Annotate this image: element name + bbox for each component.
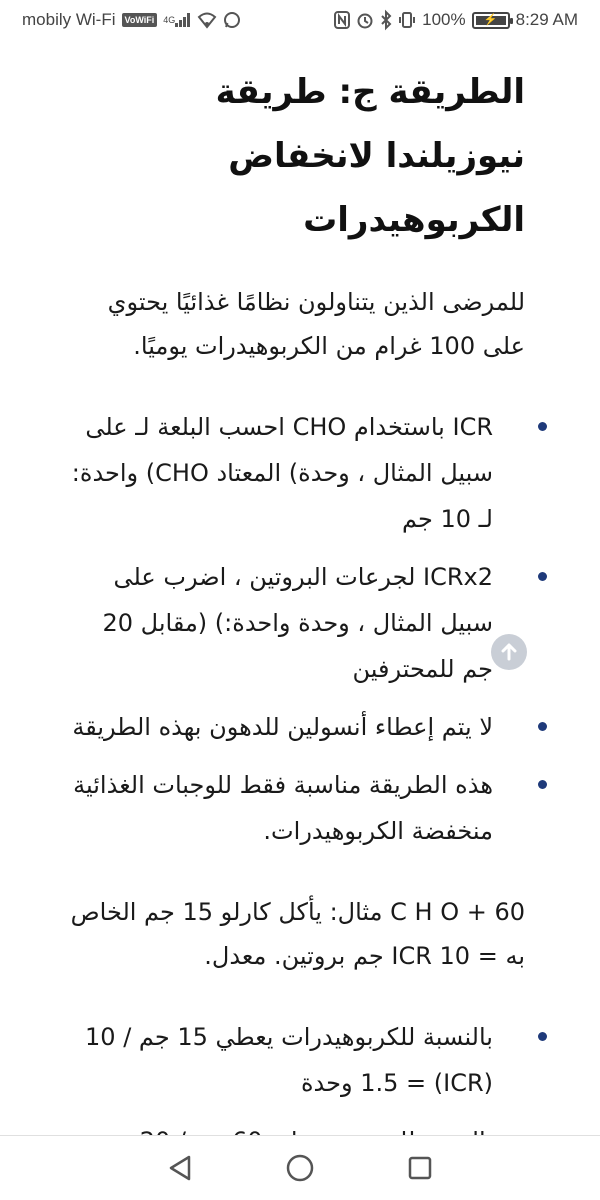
- carrier-label: mobily Wi-Fi: [22, 10, 116, 29]
- scroll-to-top-button[interactable]: [491, 634, 527, 670]
- bullet-dot: [538, 572, 547, 581]
- list-item: [70, 704, 525, 750]
- list-item: [70, 554, 525, 692]
- bullet-dot: [538, 422, 547, 431]
- bluetooth-icon: [380, 11, 392, 29]
- status-right: [334, 10, 578, 30]
- list-item: [70, 1014, 525, 1106]
- list-item-text: هذه الطريقة مناسبة فقط للوجبات الغذائية منخفضة الكربوهيدرات.: [73, 771, 493, 845]
- vowifi-badge: VoWiFi: [122, 13, 158, 27]
- network-type-label: 4G: [163, 15, 176, 25]
- list-item-text: بالنسبة للكربوهيدرات يعطي 15 جم / 10 (ICR) = 1.5 وحدة: [85, 1023, 493, 1097]
- arrow-up-circle-icon: [498, 641, 520, 663]
- triangle-back-icon: [167, 1154, 193, 1182]
- square-recents-icon: [407, 1155, 433, 1181]
- recents-button[interactable]: [400, 1148, 440, 1188]
- status-bar: [0, 0, 600, 40]
- home-button[interactable]: [280, 1148, 320, 1188]
- wifi-icon: [197, 12, 217, 28]
- example-paragraph: C H O + 60 مثال: يأكل كارلو 15 جم الخاص به = ICR 10 جم بروتين. معدل.: [70, 898, 525, 970]
- whatsapp-icon: [223, 11, 241, 29]
- article-title: الطريقة ج: طريقة نيوزيلندا لانخفاض الكربوهيدرات: [215, 72, 525, 240]
- list-item: [70, 404, 525, 542]
- nfc-icon: [334, 11, 350, 29]
- intro-paragraph: للمرضى الذين يتناولون نظامًا غذائيًا يحتوي على 100 غرام من الكربوهيدرات يوميًا.: [107, 288, 525, 360]
- list-item-text: لا يتم إعطاء أنسولين للدهون بهذه الطريقة: [72, 713, 493, 741]
- article-content: [0, 50, 600, 1135]
- clock: 8:29 AM: [515, 10, 578, 29]
- method-bullet-list: [70, 404, 525, 854]
- alarm-icon: [356, 11, 374, 29]
- navigation-bar: [0, 1136, 600, 1200]
- status-left: [22, 10, 241, 30]
- list-item: [70, 762, 525, 854]
- bullet-dot: [538, 780, 547, 789]
- circle-home-icon: [285, 1153, 315, 1183]
- list-item-text: ICRx2 لجرعات البروتين ، اضرب على سبيل المثال ، وحدة واحدة:) (مقابل 20 جم للمحترفين: [102, 563, 493, 683]
- signal-icon: [163, 13, 191, 27]
- battery-icon: ⚡: [472, 12, 510, 29]
- bullet-dot: [538, 722, 547, 731]
- bullet-dot: [538, 1032, 547, 1041]
- list-item-text: ICR باستخدام CHO احسب البلعة لـ على سبيل المثال ، وحدة) المعتاد CHO) واحدة: لـ 10 جم: [71, 413, 493, 533]
- battery-percent: 100%: [422, 10, 466, 29]
- vibrate-icon: [398, 11, 416, 29]
- back-button[interactable]: [160, 1148, 200, 1188]
